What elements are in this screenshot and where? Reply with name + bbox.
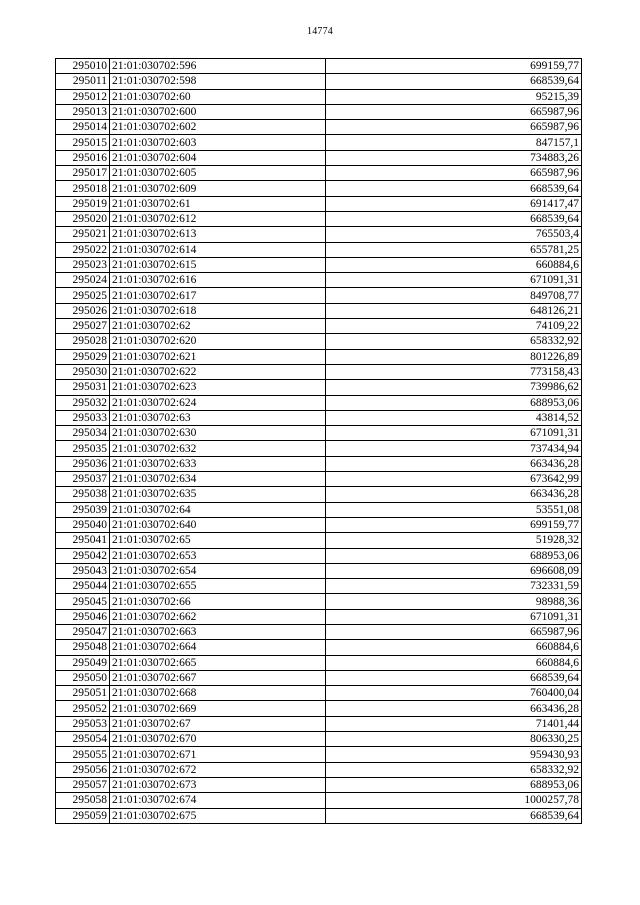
row-number-cell: 295051 [56, 686, 110, 701]
cadastral-number-cell: 21:01:030702:618 [110, 303, 326, 318]
table-row [56, 609, 582, 624]
cadastral-number-cell: 21:01:030702:63 [110, 410, 326, 425]
cadastral-number-cell: 21:01:030702:67 [110, 716, 326, 731]
table-row [56, 395, 582, 410]
table-row [56, 594, 582, 609]
cadastral-number-cell: 21:01:030702:624 [110, 395, 326, 410]
cadastral-number-cell: 21:01:030702:635 [110, 487, 326, 502]
table-row [56, 211, 582, 226]
row-number-cell: 295049 [56, 655, 110, 670]
cadastral-number-cell: 21:01:030702:662 [110, 609, 326, 624]
cadastral-number-cell: 21:01:030702:623 [110, 380, 326, 395]
table-row [56, 670, 582, 685]
table-row [56, 257, 582, 272]
table-row [56, 441, 582, 456]
cadastral-value-cell: 847157,1 [326, 135, 582, 150]
row-number-cell: 295059 [56, 808, 110, 823]
row-number-cell: 295033 [56, 410, 110, 425]
table-row [56, 426, 582, 441]
cadastral-number-cell: 21:01:030702:603 [110, 135, 326, 150]
table-row [56, 196, 582, 211]
page-number: 14774 [307, 26, 333, 37]
table-row [56, 120, 582, 135]
cadastral-number-cell: 21:01:030702:672 [110, 762, 326, 777]
table-row [56, 181, 582, 196]
cadastral-value-cell: 665987,96 [326, 120, 582, 135]
row-number-cell: 295042 [56, 548, 110, 563]
row-number-cell: 295016 [56, 150, 110, 165]
row-number-cell: 295017 [56, 166, 110, 181]
cadastral-value-cell: 671091,31 [326, 426, 582, 441]
cadastral-value-cell: 660884,6 [326, 640, 582, 655]
cadastral-number-cell: 21:01:030702:602 [110, 120, 326, 135]
row-number-cell: 295038 [56, 487, 110, 502]
table-row [56, 364, 582, 379]
cadastral-value-cell: 665987,96 [326, 104, 582, 119]
cadastral-value-cell: 655781,25 [326, 242, 582, 257]
cadastral-number-cell: 21:01:030702:634 [110, 472, 326, 487]
row-number-cell: 295031 [56, 380, 110, 395]
row-number-cell: 295023 [56, 257, 110, 272]
table-row [56, 472, 582, 487]
cadastral-value-cell: 691417,47 [326, 196, 582, 211]
cadastral-number-cell: 21:01:030702:60 [110, 89, 326, 104]
cadastral-value-cell: 688953,06 [326, 395, 582, 410]
row-number-cell: 295036 [56, 456, 110, 471]
cadastral-number-cell: 21:01:030702:614 [110, 242, 326, 257]
cadastral-number-cell: 21:01:030702:600 [110, 104, 326, 119]
cadastral-number-cell: 21:01:030702:633 [110, 456, 326, 471]
row-number-cell: 295043 [56, 563, 110, 578]
cadastral-value-cell: 668539,64 [326, 211, 582, 226]
row-number-cell: 295045 [56, 594, 110, 609]
cadastral-number-cell: 21:01:030702:653 [110, 548, 326, 563]
cadastral-value-cell: 734883,26 [326, 150, 582, 165]
cadastral-value-cell: 658332,92 [326, 762, 582, 777]
table-row [56, 624, 582, 639]
cadastral-value-cell: 737434,94 [326, 441, 582, 456]
table-row [56, 319, 582, 334]
cadastral-value-cell: 668539,64 [326, 74, 582, 89]
table-row [56, 793, 582, 808]
cadastral-number-cell: 21:01:030702:617 [110, 288, 326, 303]
row-number-cell: 295047 [56, 624, 110, 639]
cadastral-value-cell: 660884,6 [326, 655, 582, 670]
cadastral-value-cell: 53551,08 [326, 502, 582, 517]
row-number-cell: 295053 [56, 716, 110, 731]
cadastral-value-cell: 849708,77 [326, 288, 582, 303]
cadastral-number-cell: 21:01:030702:621 [110, 349, 326, 364]
cadastral-value-cell: 699159,77 [326, 517, 582, 532]
cadastral-number-cell: 21:01:030702:612 [110, 211, 326, 226]
cadastral-value-cell: 43814,52 [326, 410, 582, 425]
table-row [56, 716, 582, 731]
cadastral-value-cell: 71401,44 [326, 716, 582, 731]
cadastral-value-cell: 668539,64 [326, 670, 582, 685]
table-row [56, 242, 582, 257]
table-row [56, 579, 582, 594]
cadastral-number-cell: 21:01:030702:670 [110, 732, 326, 747]
row-number-cell: 295022 [56, 242, 110, 257]
table-row [56, 808, 582, 823]
row-number-cell: 295037 [56, 472, 110, 487]
cadastral-number-cell: 21:01:030702:596 [110, 59, 326, 74]
cadastral-number-cell: 21:01:030702:663 [110, 624, 326, 639]
cadastral-value-cell: 765503,4 [326, 227, 582, 242]
row-number-cell: 295035 [56, 441, 110, 456]
row-number-cell: 295058 [56, 793, 110, 808]
table-row [56, 548, 582, 563]
row-number-cell: 295012 [56, 89, 110, 104]
row-number-cell: 295011 [56, 74, 110, 89]
cadastral-value-cell: 663436,28 [326, 456, 582, 471]
cadastral-number-cell: 21:01:030702:620 [110, 334, 326, 349]
row-number-cell: 295021 [56, 227, 110, 242]
row-number-cell: 295015 [56, 135, 110, 150]
cadastral-number-cell: 21:01:030702:609 [110, 181, 326, 196]
cadastral-number-cell: 21:01:030702:669 [110, 701, 326, 716]
cadastral-value-cell: 760400,04 [326, 686, 582, 701]
cadastral-number-cell: 21:01:030702:604 [110, 150, 326, 165]
row-number-cell: 295013 [56, 104, 110, 119]
cadastral-value-table [55, 58, 582, 824]
cadastral-value-cell: 696608,09 [326, 563, 582, 578]
row-number-cell: 295026 [56, 303, 110, 318]
table-row [56, 487, 582, 502]
row-number-cell: 295046 [56, 609, 110, 624]
row-number-cell: 295028 [56, 334, 110, 349]
table-row [56, 74, 582, 89]
cadastral-value-cell: 688953,06 [326, 548, 582, 563]
cadastral-number-cell: 21:01:030702:62 [110, 319, 326, 334]
cadastral-value-cell: 732331,59 [326, 579, 582, 594]
cadastral-value-cell: 51928,32 [326, 533, 582, 548]
cadastral-number-cell: 21:01:030702:598 [110, 74, 326, 89]
table-row [56, 104, 582, 119]
cadastral-number-cell: 21:01:030702:61 [110, 196, 326, 211]
row-number-cell: 295018 [56, 181, 110, 196]
cadastral-value-cell: 1000257,78 [326, 793, 582, 808]
cadastral-number-cell: 21:01:030702:667 [110, 670, 326, 685]
row-number-cell: 295025 [56, 288, 110, 303]
table-row [56, 166, 582, 181]
cadastral-value-cell: 668539,64 [326, 808, 582, 823]
table-row [56, 701, 582, 716]
cadastral-number-cell: 21:01:030702:632 [110, 441, 326, 456]
row-number-cell: 295020 [56, 211, 110, 226]
table-body [56, 59, 582, 824]
cadastral-number-cell: 21:01:030702:671 [110, 747, 326, 762]
cadastral-number-cell: 21:01:030702:675 [110, 808, 326, 823]
row-number-cell: 295044 [56, 579, 110, 594]
row-number-cell: 295039 [56, 502, 110, 517]
cadastral-value-cell: 663436,28 [326, 487, 582, 502]
table-row [56, 533, 582, 548]
row-number-cell: 295050 [56, 670, 110, 685]
table-row [56, 762, 582, 777]
cadastral-number-cell: 21:01:030702:65 [110, 533, 326, 548]
table-row [56, 89, 582, 104]
row-number-cell: 295032 [56, 395, 110, 410]
cadastral-number-cell: 21:01:030702:665 [110, 655, 326, 670]
table-row [56, 777, 582, 792]
cadastral-number-cell: 21:01:030702:66 [110, 594, 326, 609]
cadastral-value-cell: 688953,06 [326, 777, 582, 792]
cadastral-number-cell: 21:01:030702:655 [110, 579, 326, 594]
table-row [56, 150, 582, 165]
cadastral-number-cell: 21:01:030702:630 [110, 426, 326, 441]
table-row [56, 640, 582, 655]
cadastral-value-cell: 658332,92 [326, 334, 582, 349]
cadastral-number-cell: 21:01:030702:664 [110, 640, 326, 655]
cadastral-value-cell: 668539,64 [326, 181, 582, 196]
table-row [56, 655, 582, 670]
table-row [56, 732, 582, 747]
cadastral-value-cell: 660884,6 [326, 257, 582, 272]
cadastral-value-cell: 95215,39 [326, 89, 582, 104]
cadastral-value-cell: 663436,28 [326, 701, 582, 716]
cadastral-value-cell: 673642,99 [326, 472, 582, 487]
cadastral-value-cell: 959430,93 [326, 747, 582, 762]
cadastral-value-cell: 806330,25 [326, 732, 582, 747]
row-number-cell: 295014 [56, 120, 110, 135]
cadastral-value-cell: 773158,43 [326, 364, 582, 379]
table-row [56, 410, 582, 425]
cadastral-value-cell: 665987,96 [326, 624, 582, 639]
cadastral-number-cell: 21:01:030702:616 [110, 273, 326, 288]
row-number-cell: 295054 [56, 732, 110, 747]
table-row [56, 380, 582, 395]
cadastral-number-cell: 21:01:030702:622 [110, 364, 326, 379]
table-row [56, 517, 582, 532]
cadastral-value-cell: 665987,96 [326, 166, 582, 181]
cadastral-number-cell: 21:01:030702:673 [110, 777, 326, 792]
table-row [56, 563, 582, 578]
row-number-cell: 295024 [56, 273, 110, 288]
cadastral-value-cell: 699159,77 [326, 59, 582, 74]
row-number-cell: 295040 [56, 517, 110, 532]
cadastral-number-cell: 21:01:030702:674 [110, 793, 326, 808]
cadastral-value-cell: 739986,62 [326, 380, 582, 395]
row-number-cell: 295029 [56, 349, 110, 364]
row-number-cell: 295019 [56, 196, 110, 211]
row-number-cell: 295057 [56, 777, 110, 792]
row-number-cell: 295055 [56, 747, 110, 762]
table-row [56, 456, 582, 471]
cadastral-value-cell: 74109,22 [326, 319, 582, 334]
table-row [56, 59, 582, 74]
cadastral-number-cell: 21:01:030702:654 [110, 563, 326, 578]
table-row [56, 135, 582, 150]
row-number-cell: 295010 [56, 59, 110, 74]
cadastral-value-cell: 648126,21 [326, 303, 582, 318]
cadastral-number-cell: 21:01:030702:605 [110, 166, 326, 181]
cadastral-value-cell: 98988,36 [326, 594, 582, 609]
table-row [56, 349, 582, 364]
cadastral-number-cell: 21:01:030702:64 [110, 502, 326, 517]
cadastral-number-cell: 21:01:030702:640 [110, 517, 326, 532]
row-number-cell: 295041 [56, 533, 110, 548]
table-row [56, 227, 582, 242]
table-row [56, 273, 582, 288]
table-row [56, 502, 582, 517]
cadastral-number-cell: 21:01:030702:613 [110, 227, 326, 242]
row-number-cell: 295027 [56, 319, 110, 334]
cadastral-value-cell: 801226,89 [326, 349, 582, 364]
row-number-cell: 295048 [56, 640, 110, 655]
cadastral-value-cell: 671091,31 [326, 273, 582, 288]
row-number-cell: 295034 [56, 426, 110, 441]
row-number-cell: 295056 [56, 762, 110, 777]
table-row [56, 303, 582, 318]
table-row [56, 747, 582, 762]
cadastral-value-cell: 671091,31 [326, 609, 582, 624]
row-number-cell: 295030 [56, 364, 110, 379]
table-row [56, 334, 582, 349]
table-row [56, 686, 582, 701]
cadastral-number-cell: 21:01:030702:615 [110, 257, 326, 272]
row-number-cell: 295052 [56, 701, 110, 716]
cadastral-number-cell: 21:01:030702:668 [110, 686, 326, 701]
table-row [56, 288, 582, 303]
